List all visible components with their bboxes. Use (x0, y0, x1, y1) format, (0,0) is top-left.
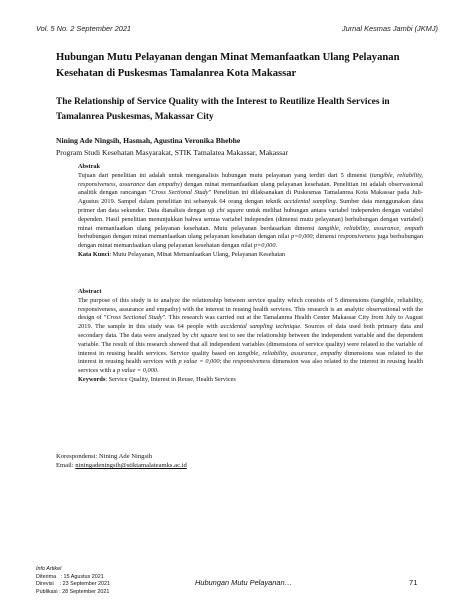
published-date: Publikasi : 28 September 2021 (36, 588, 110, 595)
running-title: Hubungan Mutu Pelayanan… (195, 578, 292, 587)
abstract-section (78, 288, 423, 385)
abstract-heading: Abstract (78, 288, 102, 295)
authors: Nining Ade Ningsih, Hasmah, Agustina Veronika Bhebhe (56, 136, 241, 145)
abstract-text: The purpose of this study is to analyze the relationship between service quality which consists of 5 dimensions (tangible, reliability, responsiveness, assurance and empathy) with the interest in reusing health services. This research is an analytic observational with the design of "Cross Sectional Study". This research was carried out at the Tamalanrea Health Center Makassar City from July to August 2019. The sample in this study was 64 people with accidental sampling technique. Sources of data used both primary data and secondary data. The data were analyzed by chi square test to see the relationship between the independent variable and the dependent variable. The result of this research showed that all independent variables (dimensions of service quality) were related to the variable of interest in reusing health services. Service quality based on tangible, reliability, assurance, empathy dimensions was related to the interest in reusing health services with p value = 0,000; the responsiveness dimension was also related to the interest in reusing health services with a p value = 0,000. (78, 296, 424, 375)
article-info (36, 566, 156, 596)
email-link[interactable]: niningadeningsih@stiktamalateamks.ac.id (75, 462, 187, 469)
keywords: Keywords: Service Quality, Interest in Reuse, Health Services (78, 375, 236, 383)
correspondence (56, 452, 376, 470)
article-title-indonesian: Hubungan Mutu Pelayanan dengan Minat Memanfaatkan Ulang Pelayanan Kesehatan di Puskesmas Tamalanrea Kota Makassar (56, 52, 400, 79)
abstrak-text: Tujuan dari penelitian ini adalah untuk menganalisis hubungan mutu pelayanan yang terdiri dari 5 dimensi (tangible, reliability, responsiveness, assurance dan empathy) dengan minat memanfaatkan ulang pelayanan kesehatan. Penelitian ini adalah observasional analitik dengan rancangan "Cross Sectional Study" Penelitian ini dilaksanakan di Puskesmas Tamalanrea Kota Makassar pada Juli-Agustus 2019. Sampel dalam penelitian ini sebanyak 64 orang dengan teknik accidental sampling. Sumber data menggunakan data primer dan data sekunder. Data dianalisis dengan uji chi square untuk melihat hubungan antara variabel independen dengan variabel dependen. Hasil penelitian menunjukkan bahwa semua variabel independen (dimensi mutu pelayanan) berhubungan dengan variabel) minat memanfaatkan ulang pelayanan kesehatan. Mutu pelayanan berdasarkan dimensi tangible, reliability, assurance, empath berhubungan dengan minat memanfaatkan ulang pelayanan kesehatan dengan nilai p=0,000; dimensi responsiveness juga berhubungan dengan minat memanfaatkan ulang pelayanan kesehatan dengan nilai p=0,000. (78, 171, 423, 250)
article-info-label: Info Artikel (36, 566, 62, 572)
abstrak-section (78, 163, 423, 260)
affiliation: Program Studi Kesehatan Masyarakat, STIK Tamalatea Makassar, Makassar (56, 148, 289, 157)
page-number: 71 (409, 578, 418, 587)
correspondence-name: Korespondensi: Nining Ade Ningsih (56, 453, 153, 460)
abstrak-heading: Abstrak (78, 163, 101, 170)
kata-kunci: Kata Kunci: Mutu Pelayanan, Minat Memanfaatkan Ulang, Pelayanan Kesehatan (78, 250, 286, 258)
journal-header: Jurnal Kesmas Jambi (JKMJ) (341, 24, 438, 33)
received-date: Diterima : 15 Agustus 2021 (36, 573, 104, 580)
article-title-english: The Relationship of Service Quality with the Interest to Reutilize Health Services in Tamalanrea Puskesmas, Makassar City (56, 97, 390, 122)
volume-header: Vol. 5 No. 2 September 2021 (36, 24, 132, 33)
correspondence-email-line: Email: niningadeningsih@stiktamalateamks.ac.id (56, 462, 187, 469)
revised-date: Direvisi : 23 September 2021 (36, 581, 111, 587)
